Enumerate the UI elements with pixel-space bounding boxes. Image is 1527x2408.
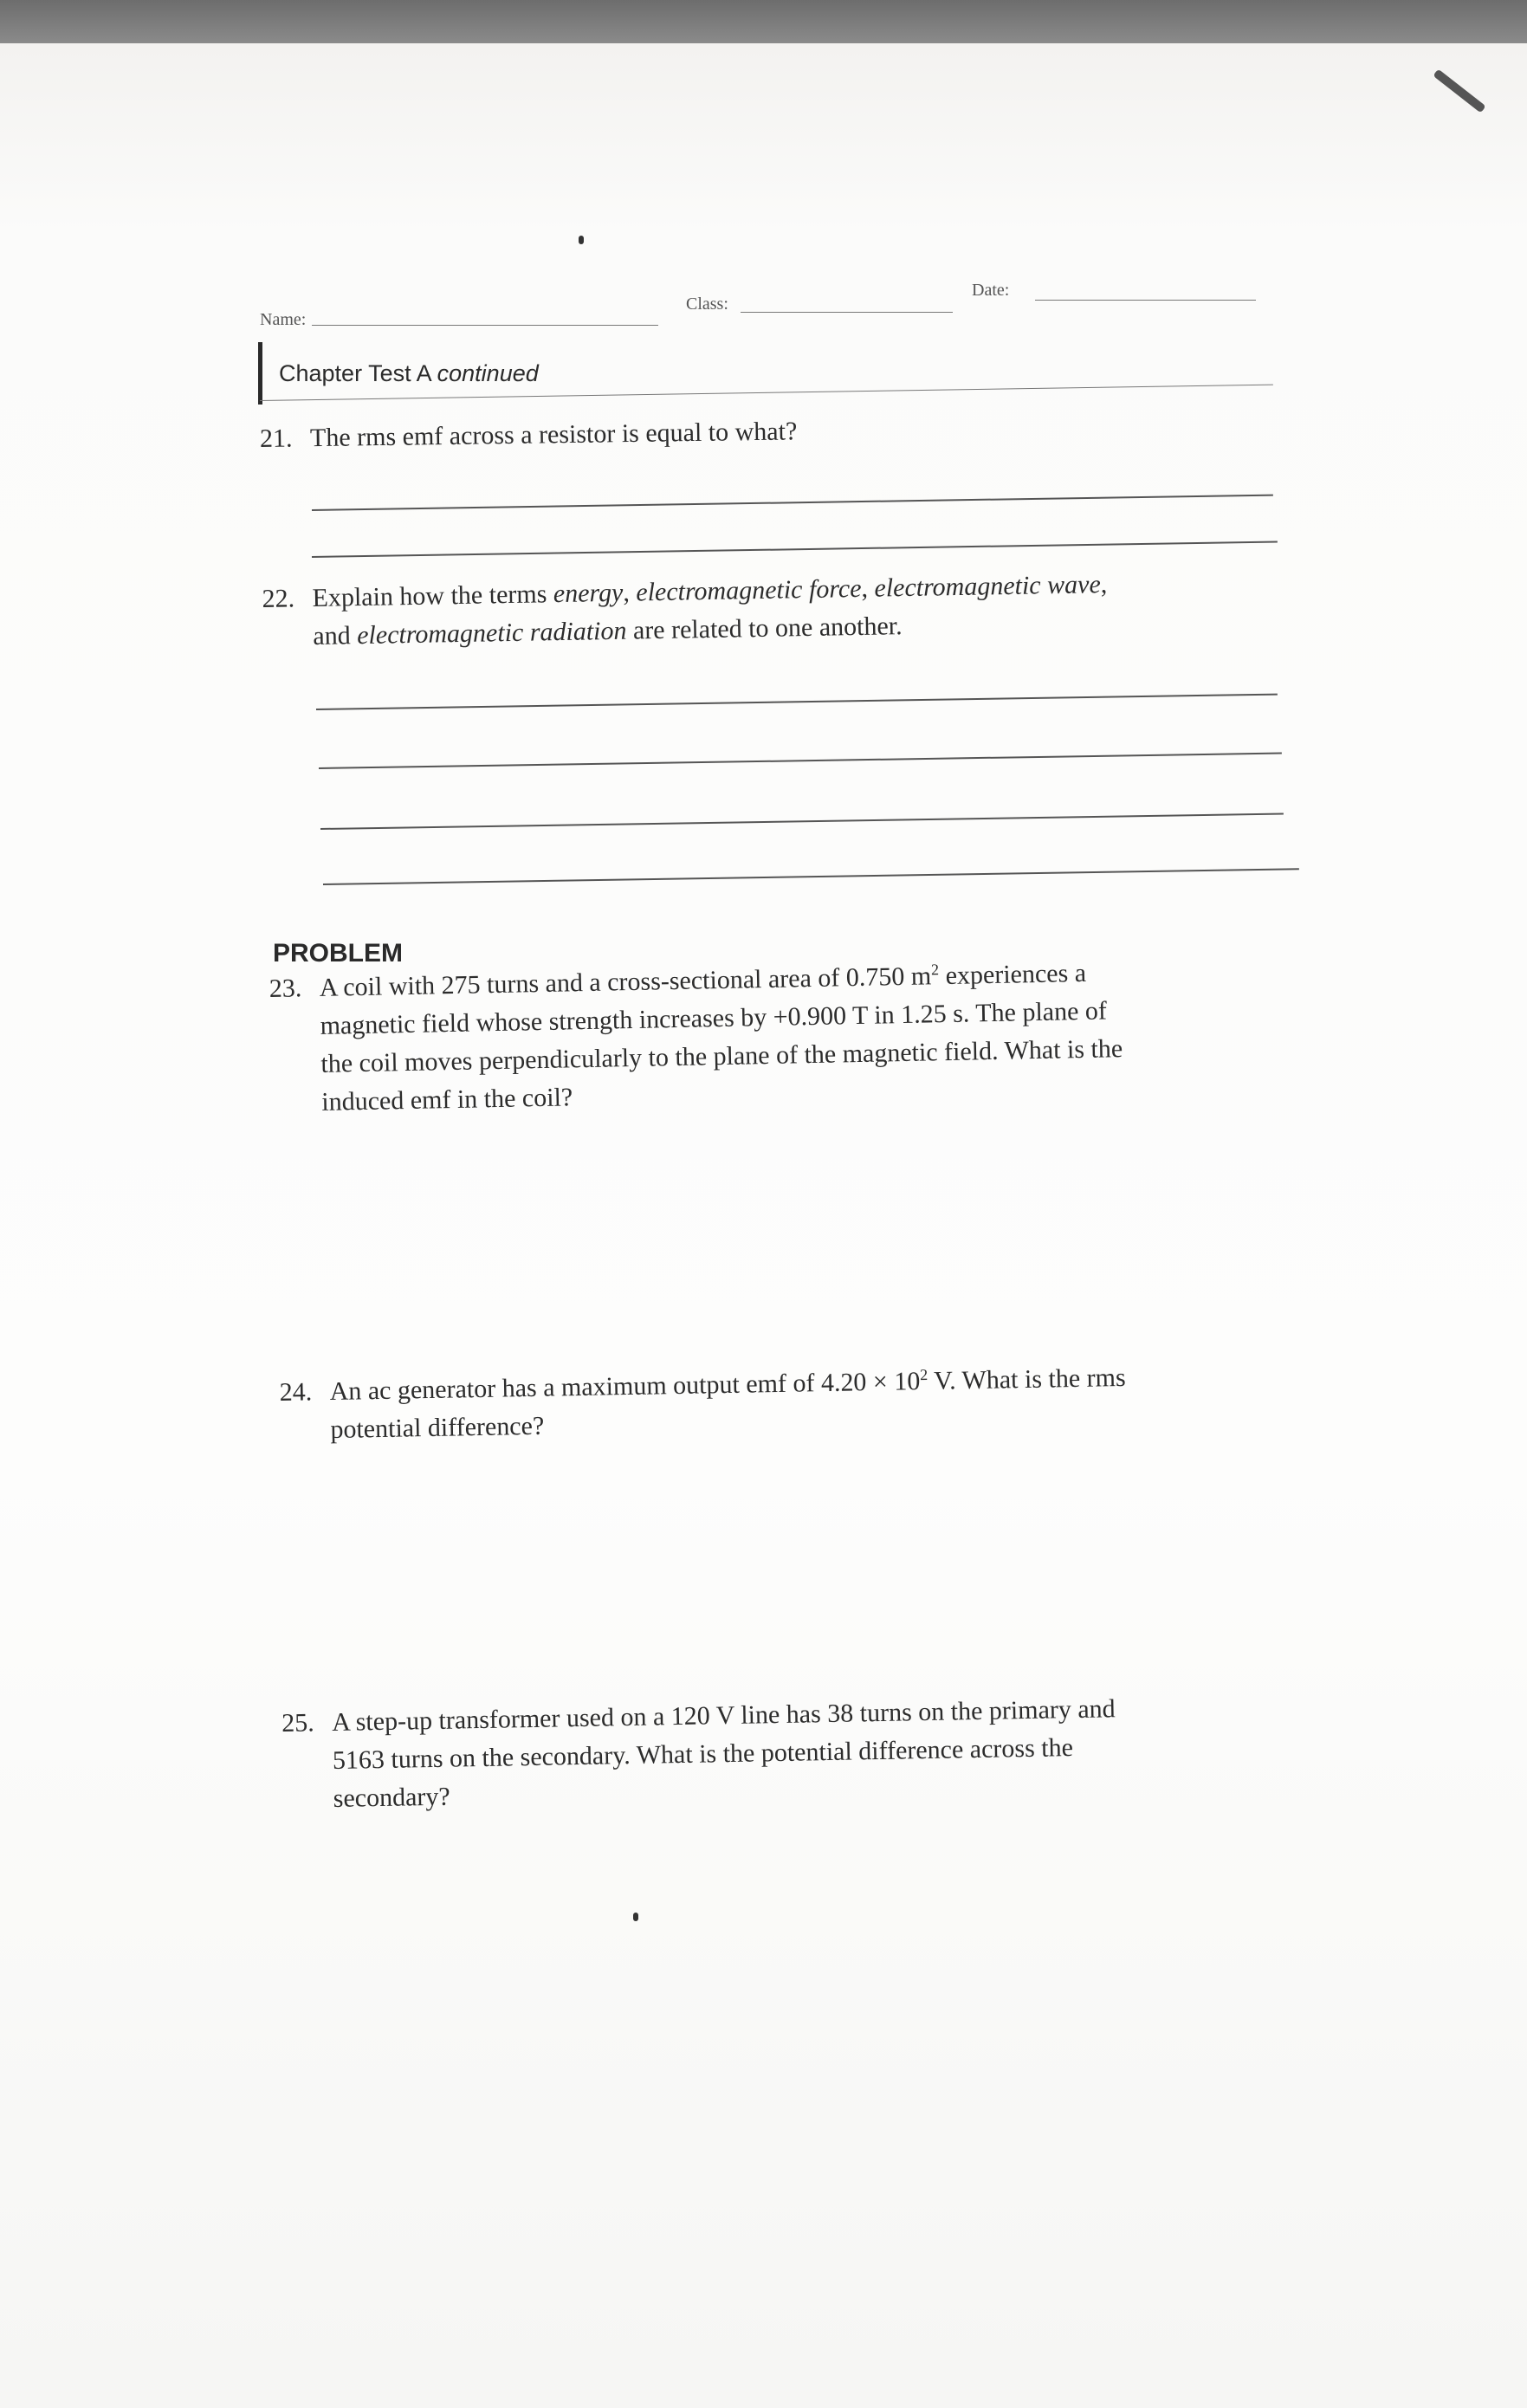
question-text: Explain how the terms (312, 579, 554, 612)
question-number: 23. (269, 974, 302, 1004)
question-number: 21. (259, 424, 293, 453)
question-text: the coil moves perpendicularly to the plane of the magnetic field. What is the (320, 1034, 1123, 1078)
question-text: secondary? (333, 1782, 450, 1813)
stray-mark (633, 1913, 638, 1921)
question-number: 22. (262, 584, 295, 614)
question-21 (260, 412, 798, 458)
question-text: V. What is the rms (928, 1363, 1126, 1395)
question-text: potential difference? (330, 1411, 545, 1444)
name-field[interactable] (312, 325, 658, 326)
question-25 (281, 1686, 1375, 1819)
superscript: 2 (920, 1365, 928, 1384)
name-label: Name: (260, 310, 307, 329)
question-text: A step-up transformer used on a 120 V line has 38 turns on the primary and (331, 1694, 1116, 1737)
chapter-title: Chapter Test A (279, 360, 431, 386)
question-text: magnetic field whose strength increases by +0.900 T in 1.25 s. The plane of (320, 996, 1108, 1040)
heading-bar (258, 342, 262, 405)
question-number: 25. (281, 1708, 315, 1738)
separator: , (1100, 569, 1108, 599)
chapter-subtitle: continued (437, 360, 539, 386)
question-text: 5163 turns on the secondary. What is the potential difference across the (332, 1733, 1074, 1775)
chapter-heading (279, 360, 539, 387)
question-text: and (313, 621, 358, 651)
question-text: experiences a (938, 958, 1087, 991)
question-text: induced emf in the coil? (321, 1083, 573, 1117)
worksheet-page (0, 43, 1527, 2408)
question-number: 24. (279, 1377, 313, 1408)
separator: , (623, 578, 637, 607)
question-text: An ac generator has a maximum output emf of 4.20 × 10 (329, 1367, 921, 1406)
question-23 (269, 942, 1354, 1123)
separator: , (861, 573, 875, 603)
question-text: are related to one another. (626, 612, 903, 645)
question-text: A coil with 275 turns and a cross-sectional area of 0.750 m (319, 961, 932, 1002)
term-energy: energy (553, 578, 624, 609)
date-field[interactable] (1035, 300, 1256, 301)
section-heading: PROBLEM (273, 939, 403, 968)
class-field[interactable] (741, 312, 953, 313)
term-electromagnetic-force: electromagnetic force (636, 573, 862, 607)
stray-mark (579, 236, 584, 244)
superscript: 2 (930, 961, 940, 979)
question-text: The rms emf across a resistor is equal to what? (309, 417, 798, 453)
term-electromagnetic-wave: electromagnetic wave (874, 570, 1102, 603)
date-label: Date: (972, 281, 1010, 300)
term-electromagnetic-radiation: electromagnetic radiation (356, 616, 627, 651)
class-label: Class: (686, 295, 728, 314)
